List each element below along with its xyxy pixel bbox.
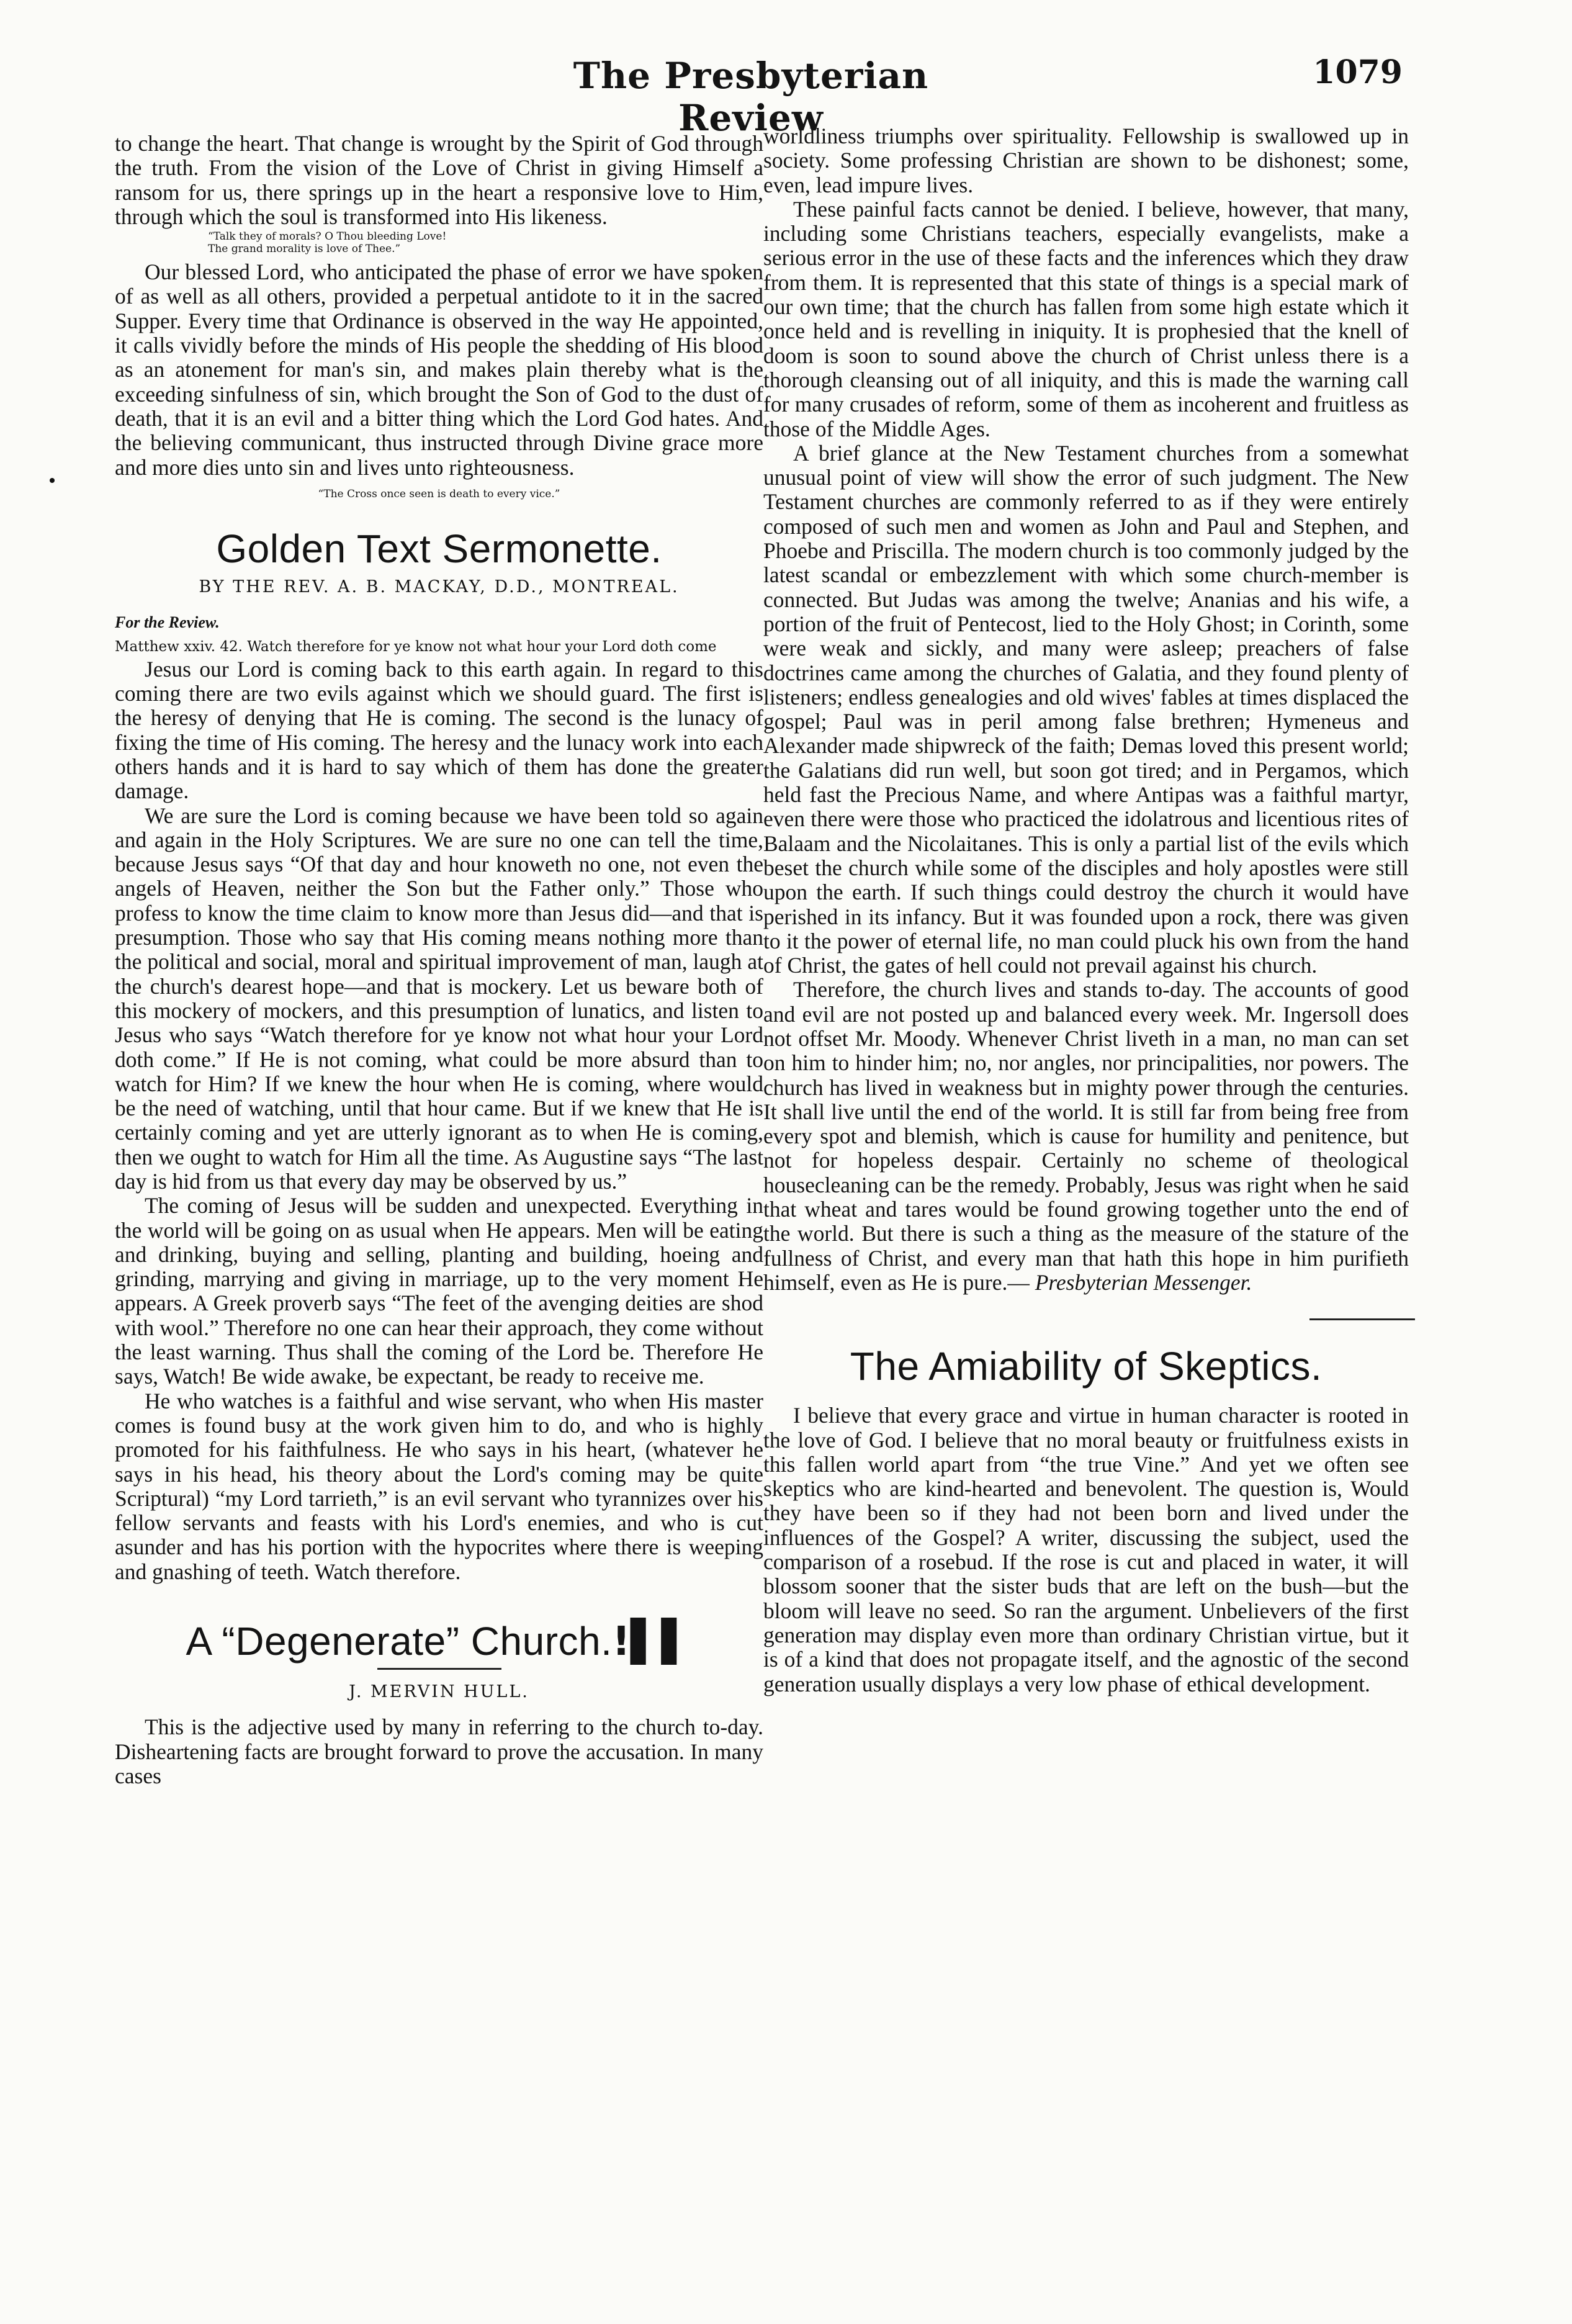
title-rule	[377, 1668, 501, 1670]
article-paragraph: I believe that every grace and virtue in human character is rooted in the love of God. I believe that no moral beauty or fruitfulness exists in this fallen world apart from “the true Vine.” And yet we often see skeptics who are kind-hearted and benevolent. The question is, Would they have been so if they had not been born and lived under the influences of the Gospel? A writer, discussing the subject, used the comparison of a rosebud. If the rose is cut and placed in water, it will blossom sooner that the sister buds that are left on the bush—but the bloom will leave no seed. So ran the argument. Unbelievers of the first generation may display even more than ordinary Christian virtue, but it is of a kind that does not propagate itself, and the agnostic of the second generation usually displays a very low phase of ethical development.	[763, 1403, 1409, 1696]
article-continuation-paragraph: worldliness triumphs over spirituality. Fellowship is swallowed up in society. Some professing Christian are shown to be dishonest; some, even, lead impure lives.	[763, 124, 1409, 197]
margin-dot	[50, 478, 55, 483]
verse-line: The grand morality is love of Thee.”	[208, 243, 401, 256]
article-paragraph: Jesus our Lord is coming back to this earth again. In regard to this coming there are two evils against which we should guard. The first is the heresy of denying that He is coming. The second is the lunacy of fixing the time of His coming. The heresy and the lunacy work into each others hands and it is hard to say which of them has done the greater damage.	[115, 656, 763, 804]
source-note: For the Review.	[115, 613, 220, 632]
left-column	[115, 132, 763, 1788]
degenerate-church-article	[115, 1618, 763, 1788]
section-title: Golden Text Sermonette.	[216, 526, 662, 572]
verse-quote	[208, 230, 763, 255]
article-paragraph: These painful facts cannot be denied. I believe, however, that many, including some Christians teachers, especially evangelists, make a serious error in the use of these facts and the inferences which they draw from them. It is represented that this state of things is a special mark of our own time; that the church has fallen from some high estate which it once held and is revelling in iniquity. It is prophesied that the knell of doom is soon to sound above the church of Christ unless there is a thorough cleansing out of all iniquity, and this is made the warning call for many crusades of reform, some of them as incoherent and fruitless as those of the Middle Ages.	[763, 196, 1409, 441]
sermonette-article	[115, 525, 763, 1584]
byline: BY THE REV. A. B. MACKAY, D.D., MONTREAL.	[199, 577, 680, 597]
article-paragraph: A brief glance at the New Testament churches from a somewhat unusual point of view will show the error of such judgment. The New Testament churches are commonly referred to as if they were entirely composed of such men and women as John and Paul and Stephen, and Phoebe and Priscilla. The modern church is too commonly judged by the latest scandal or embezzlement with which some church-member is connected. But Judas was among the twelve; Ananias and his wife, a portion of the fruit of Pentecost, lied to the Holy Ghost; in Corinth, some were weak and sickly, and many were asleep; preachers of false doctrines came among the churches of Galatia, and they found plenty of listeners; endless genealogies and old wives' fables at times displaced the gospel; Paul was in peril among false brethren; Hymeneus and Alexander made shipwreck of the faith; Demas loved this present world; the Galatians did run well, but soon got tired; and in Pergamos, which held fast the Precious Name, and where Antipas was a faithful martyr, even there were those who practiced the idolatrous and licentious rites of Balaam and the Nicolaitanes. This is only a partial list of the evils which beset the church while some of the disciples and holy apostles were still upon the earth. If such things could destroy the church it would have perished in its infancy. But it was founded upon a rock, there was given to it the power of eternal life, no man could pluck his own from the hand of Christ, the gates of hell could not prevail against his church.	[763, 440, 1409, 978]
article-continuation-paragraph: to change the heart. That change is wrought by the Spirit of God through the truth. From the vision of the Love of Christ in giving Himself a ransom for us, there springs up in the heart a responsive love to Him, through which the soul is transformed into His likeness.	[115, 131, 763, 229]
printer-mark: !▌▌	[612, 1619, 693, 1665]
verse-quote: “The Cross once seen is death to every vice.”	[318, 487, 560, 500]
page-number: 1079	[1313, 53, 1403, 91]
section-title-text: A “Degenerate” Church.	[186, 1619, 613, 1664]
article-paragraph: This is the adjective used by many in referring to the church to-day. Disheartening facts are brought forward to prove the accusation. In many cases	[115, 1714, 763, 1788]
article-paragraph: We are sure the Lord is coming because we have been told so again and again in the Holy Scriptures. We are sure no one can tell the time, because Jesus says “Of that day and hour knoweth no one, not even the angels of Heaven, neither the Son but the Father only.” Those who profess to know the time claim to know more than Jesus did—and that is presumption. Those who say that His coming means nothing more than the political and social, moral and spiritual improvement of man, laugh at the church's dearest hope—and that is mockery. Let us beware both of this mockery of mockers, and this presumption of lunatics, and listen to Jesus who says “Watch therefore for ye know not what hour your Lord doth come.” If He is not coming, what could be more absurd than to watch for Him? If we knew the hour when He is coming, where would be the need of watching, until that hour came. But if we knew that He is certainly coming and yet are utterly ignorant as to when He is coming, then we ought to watch for Him all the time. As Augustine says “The last day is hid from us that every day may be observed by us.”	[115, 803, 763, 1194]
byline: J. MERVIN HULL.	[349, 1682, 529, 1702]
skeptics-article	[763, 1343, 1409, 1696]
attribution: Presbyterian Messenger.	[1035, 1269, 1252, 1295]
article-paragraph: He who watches is a faithful and wise servant, who when His master comes is found busy at the work given him to do, and who is highly promoted for his faithfulness. He who says in his heart, (whatever he says in his head, his theory about the Lord's coming may be quite Scriptural) “my Lord tarrieth,” is an evil servant who tyrannizes over his fellow servants and feasts with his Lord's enemies, and who is cut asunder and has his portion with the hypocrites where there is weeping and gnashing of teeth. Watch therefore.	[115, 1388, 763, 1584]
running-title: The Presbyterian Review	[573, 55, 929, 139]
section-title: The Amiability of Skeptics.	[850, 1344, 1323, 1389]
article-paragraph: The coming of Jesus will be sudden and unexpected. Everything in the world will be going on as usual when He appears. Men will be eating and drinking, buying and selling, planting and building, hoeing and grinding, marrying and giving in marriage, up to the very moment He appears. A Greek proverb says “The feet of the avenging deities are shod with wool.” Therefore no one can hear their approach, they come without the least warning. Thus shall the coming of the Lord be. Therefore He says, Watch! Be wide awake, be expectant, be ready to receive me.	[115, 1193, 763, 1389]
paragraph-text: Therefore, the church lives and stands to-day. The accounts of good and evil are not posted up and balanced every week. Mr. Ingersoll does not offset Mr. Moody. Whenever Christ liveth in a man, no man can set on him to hinder him; no, nor angles, nor principalities, nor powers. The church has lived in weakness but in mighty power through the centuries. It shall live until the end of the world. It is still far from being free from every spot and blemish, which is cause for humility and penitence, but not for hopeless despair. Certainly no scheme of theological housecleaning can be the remedy. Probably, Jesus was right when he said that wheat and tares would be found growing together unto the end of the world. But there is such a thing as the measure of the stature of the fullness of Christ, and every man that hath this hope in him purifieth himself, even as He is pure.—	[763, 977, 1409, 1295]
article-paragraph	[763, 978, 1409, 1295]
verse-line: “Talk they of morals? O Thou bleeding Love!	[208, 230, 447, 243]
section-divider	[1309, 1318, 1415, 1320]
right-column	[763, 124, 1409, 1696]
scripture-reference: Matthew xxiv. 42. Watch therefore for ye know not what hour your Lord doth come	[115, 638, 717, 655]
article-paragraph: Our blessed Lord, who anticipated the phase of error we have spoken of as well as all others, provided a perpetual antidote to it in the sacred Supper. Every time that Ordinance is observed in the way He appointed, it calls vividly before the minds of His people the shedding of His blood as an atonement for man's sin, and makes plain thereby what is the exceeding sinfulness of sin, which brought the Son of God to the dust of death, that it is an evil and a bitter thing which the Lord God hates. And the believing communicant, thus instructed through Divine grace more and more dies unto sin and lives unto righteousness.	[115, 259, 763, 480]
section-title	[115, 1618, 763, 1665]
